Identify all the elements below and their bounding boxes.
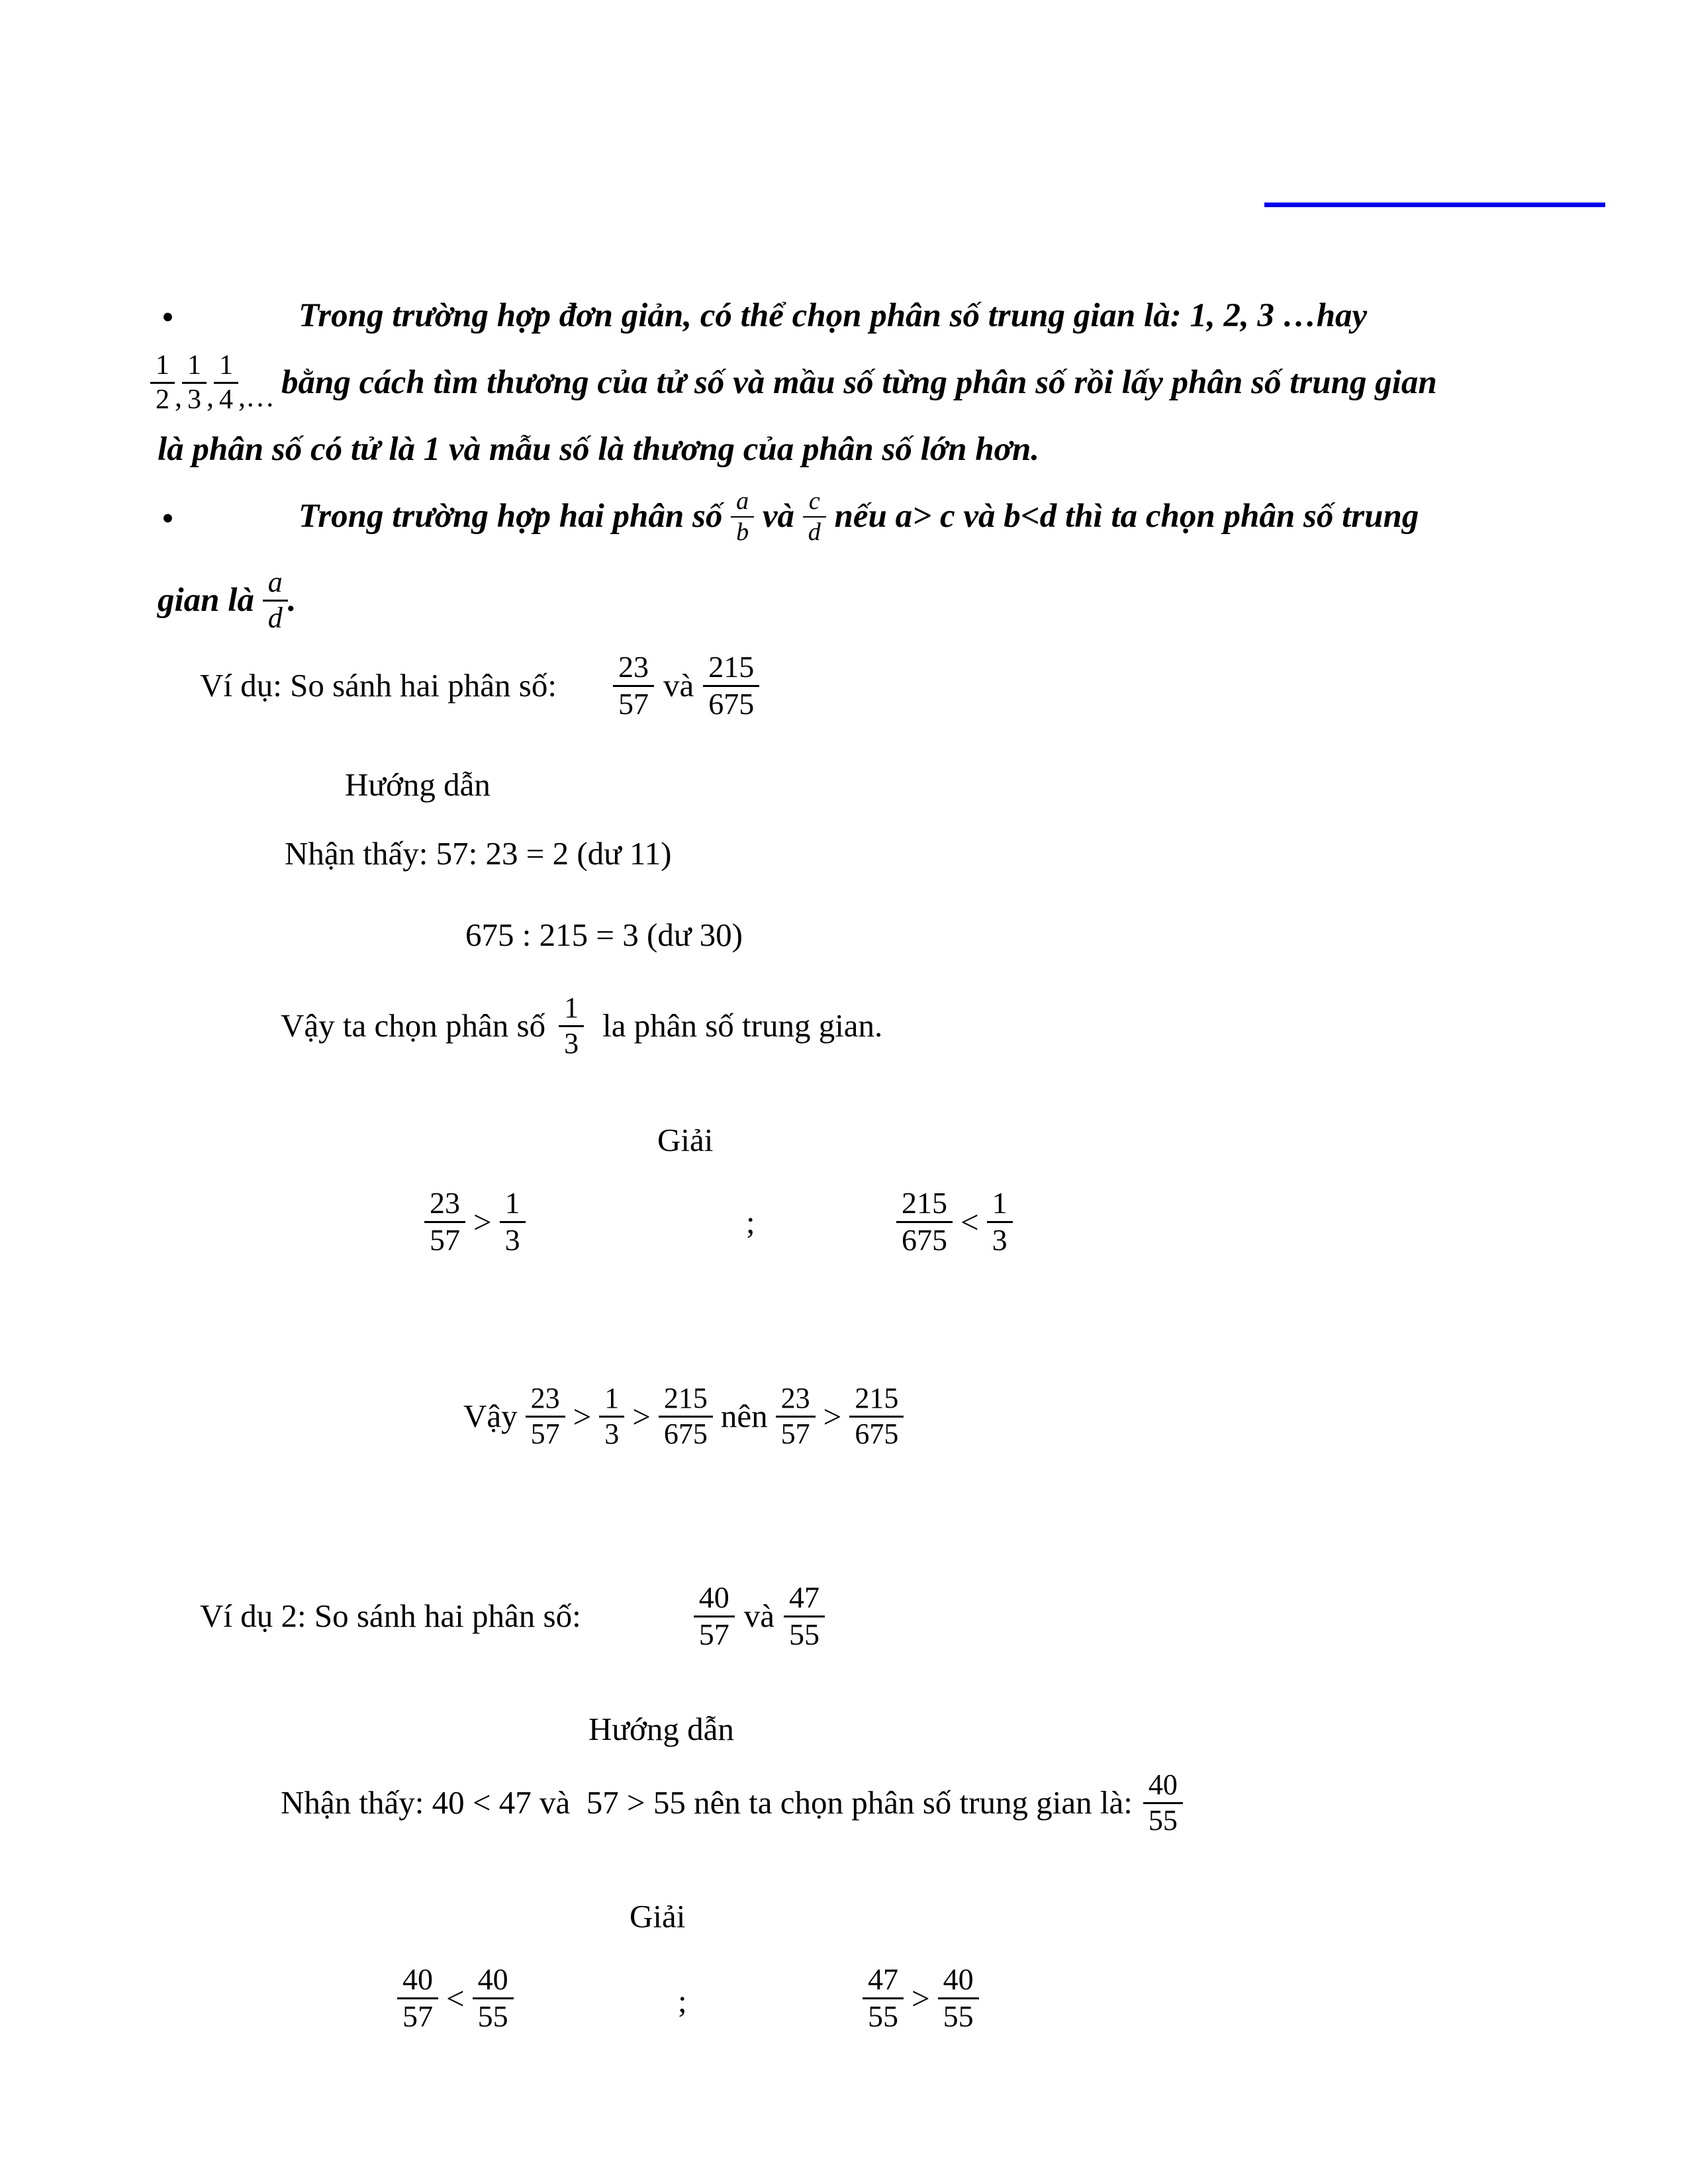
fraction-denominator: d bbox=[803, 516, 826, 547]
fraction-215-675 bbox=[659, 1382, 713, 1451]
fraction-numerator: 47 bbox=[868, 1962, 898, 1996]
fraction-denominator: 55 bbox=[863, 1997, 904, 2034]
example1-intro-line bbox=[200, 650, 759, 722]
example2-solution-title: Giải bbox=[630, 1898, 686, 1934]
fraction-denominator: 57 bbox=[526, 1416, 565, 1451]
semicolon: ; bbox=[746, 1204, 755, 1240]
fraction-40-55 bbox=[1143, 1768, 1183, 1838]
fraction-numerator: 1 bbox=[564, 991, 579, 1024]
period: . bbox=[287, 582, 297, 619]
fraction-numerator: 40 bbox=[943, 1962, 974, 1996]
fraction-numerator: 215 bbox=[902, 1186, 947, 1220]
bullet2-line1 bbox=[299, 486, 1419, 547]
fraction-1-3 bbox=[987, 1186, 1013, 1258]
bullet2-cont-text: gian là bbox=[158, 582, 263, 619]
example2-guide-title: Hướng dẫn bbox=[588, 1711, 734, 1747]
fraction-c-d bbox=[803, 486, 826, 547]
bullet2-text-after: nếu a> c và b<d thì ta chọn phân số trung bbox=[825, 498, 1419, 535]
fraction-denominator: 55 bbox=[1143, 1802, 1183, 1838]
bullet1-line2 bbox=[150, 349, 1437, 416]
greater-than-sign: > bbox=[473, 1203, 492, 1240]
example1-comparison-1 bbox=[424, 1186, 526, 1258]
example2-comparison-2 bbox=[863, 1962, 979, 2034]
fraction-numerator: 215 bbox=[855, 1382, 899, 1414]
fraction-denominator: 57 bbox=[694, 1615, 735, 1653]
bullet2-line2 bbox=[158, 566, 296, 635]
fraction-denominator: 55 bbox=[938, 1997, 979, 2034]
va-text: và bbox=[663, 667, 694, 704]
decorative-rule bbox=[1264, 203, 1605, 207]
bullet-marker: • bbox=[162, 297, 174, 337]
fraction-denominator: 57 bbox=[424, 1221, 465, 1258]
fraction-denominator: 3 bbox=[987, 1221, 1013, 1258]
fraction-numerator: 1 bbox=[604, 1382, 620, 1414]
fraction-denominator: 3 bbox=[500, 1221, 526, 1258]
fraction-denominator: 675 bbox=[703, 685, 759, 722]
fraction-40-57 bbox=[397, 1962, 438, 2034]
fraction-numerator: c bbox=[808, 487, 820, 515]
fraction-denominator: 55 bbox=[784, 1615, 825, 1653]
fraction-a-d bbox=[263, 566, 288, 635]
example1-note2: 675 : 215 = 3 (dư 30) bbox=[465, 917, 743, 953]
example2-intro-text: Ví dụ 2: So sánh hai phân số: bbox=[200, 1598, 581, 1635]
ellipsis: ,… bbox=[238, 380, 275, 413]
fraction-40-57 bbox=[694, 1580, 735, 1653]
greater-than-sign: > bbox=[823, 1398, 842, 1435]
fraction-40-55 bbox=[473, 1962, 514, 2034]
fraction-23-57 bbox=[613, 650, 654, 722]
fraction-numerator: 215 bbox=[708, 650, 755, 684]
fraction-denominator: 675 bbox=[659, 1416, 713, 1451]
fraction-numerator: 23 bbox=[530, 1382, 560, 1414]
fraction-1-3 bbox=[559, 991, 584, 1061]
fraction-numerator: a bbox=[267, 566, 283, 598]
fraction-denominator: 3 bbox=[182, 382, 207, 416]
bullet2-text-before: Trong trường hợp hai phân số bbox=[299, 498, 731, 535]
fraction-denominator: 55 bbox=[473, 1997, 514, 2034]
fraction-1-3 bbox=[500, 1186, 526, 1258]
fraction-denominator: b bbox=[731, 516, 754, 547]
fraction-numerator: 23 bbox=[780, 1382, 810, 1414]
fraction-denominator: 3 bbox=[559, 1025, 584, 1061]
comma: , bbox=[207, 380, 214, 413]
fraction-1-4 bbox=[214, 349, 238, 416]
fraction-47-55 bbox=[784, 1580, 825, 1653]
fraction-23-57 bbox=[424, 1186, 465, 1258]
fraction-numerator: 1 bbox=[504, 1186, 520, 1220]
fraction-numerator: 23 bbox=[618, 650, 649, 684]
example2-note-line bbox=[281, 1768, 1183, 1838]
va-text: và bbox=[743, 1598, 774, 1635]
fraction-1-3 bbox=[599, 1382, 624, 1451]
fraction-a-b bbox=[731, 486, 754, 547]
fraction-numerator: 1 bbox=[992, 1186, 1008, 1220]
fraction-numerator: a bbox=[736, 487, 749, 515]
fraction-215-675 bbox=[703, 650, 759, 722]
example1-note1: Nhận thấy: 57: 23 = 2 (dư 11) bbox=[285, 835, 672, 872]
comma: , bbox=[175, 380, 182, 413]
semicolon: ; bbox=[678, 1983, 687, 2019]
nen-text: nên bbox=[720, 1398, 768, 1435]
fraction-23-57 bbox=[776, 1382, 816, 1451]
example1-pick-before: Vậy ta chọn phân số bbox=[281, 1007, 546, 1044]
fraction-numerator: 40 bbox=[1148, 1768, 1178, 1801]
greater-than-sign: > bbox=[632, 1398, 651, 1435]
bullet1-line2-text: bằng cách tìm thương của tử số và mầu số từng phân số rồi lấy phân số trung gian bbox=[281, 364, 1437, 401]
fraction-numerator: 1 bbox=[187, 350, 201, 381]
example1-intro-text: Ví dụ: So sánh hai phân số: bbox=[200, 667, 557, 704]
fraction-numerator: 23 bbox=[430, 1186, 460, 1220]
fraction-numerator: 40 bbox=[698, 1580, 729, 1614]
greater-than-sign: > bbox=[573, 1398, 592, 1435]
example2-note-text: Nhận thấy: 40 < 47 và 57 > 55 nên ta chọn phân số trung gian là: bbox=[281, 1784, 1133, 1821]
fraction-numerator: 1 bbox=[219, 350, 233, 381]
fraction-23-57 bbox=[526, 1382, 565, 1451]
less-than-sign: < bbox=[961, 1203, 979, 1240]
bullet2-text-mid: và bbox=[754, 498, 803, 535]
example1-solution-title: Giải bbox=[657, 1122, 714, 1158]
fraction-215-675 bbox=[849, 1382, 904, 1451]
example1-guide-title: Hướng dẫn bbox=[345, 766, 491, 803]
fraction-denominator: 57 bbox=[776, 1416, 816, 1451]
less-than-sign: < bbox=[446, 1979, 465, 2017]
vay-text: Vậy bbox=[463, 1398, 518, 1435]
fraction-denominator: 675 bbox=[849, 1416, 904, 1451]
fraction-numerator: 47 bbox=[788, 1580, 820, 1614]
example1-pick-after: la phân số trung gian. bbox=[602, 1007, 883, 1044]
example2-intro-line bbox=[200, 1580, 825, 1653]
fraction-numerator: 215 bbox=[663, 1382, 708, 1414]
bullet-marker: • bbox=[162, 498, 174, 538]
fraction-denominator: 675 bbox=[896, 1221, 953, 1258]
fraction-denominator: d bbox=[263, 600, 288, 635]
example1-conclusion bbox=[463, 1382, 904, 1451]
bullet1-line1: Trong trường hợp đơn giản, có thể chọn phân số trung gian là: 1, 2, 3 …hay bbox=[299, 297, 1368, 334]
fraction-1-2 bbox=[150, 349, 175, 416]
fraction-numerator: 1 bbox=[156, 350, 169, 381]
fraction-denominator: 57 bbox=[397, 1997, 438, 2034]
greater-than-sign: > bbox=[912, 1979, 930, 2017]
bullet1-line3: là phân số có tử là 1 và mẫu số là thương của phân số lớn hơn. bbox=[158, 431, 1040, 468]
fraction-numerator: 40 bbox=[477, 1962, 508, 1996]
fraction-215-675 bbox=[896, 1186, 953, 1258]
example1-comparison-2 bbox=[896, 1186, 1013, 1258]
fraction-47-55 bbox=[863, 1962, 904, 2034]
fraction-1-3 bbox=[182, 349, 207, 416]
fraction-numerator: 40 bbox=[402, 1962, 433, 1996]
example2-comparison-1 bbox=[397, 1962, 514, 2034]
fraction-denominator: 3 bbox=[599, 1416, 624, 1451]
fraction-denominator: 2 bbox=[150, 382, 175, 416]
example1-pick-line bbox=[281, 991, 882, 1061]
fraction-denominator: 57 bbox=[613, 685, 654, 722]
fraction-40-55 bbox=[938, 1962, 979, 2034]
fraction-denominator: 4 bbox=[214, 382, 238, 416]
